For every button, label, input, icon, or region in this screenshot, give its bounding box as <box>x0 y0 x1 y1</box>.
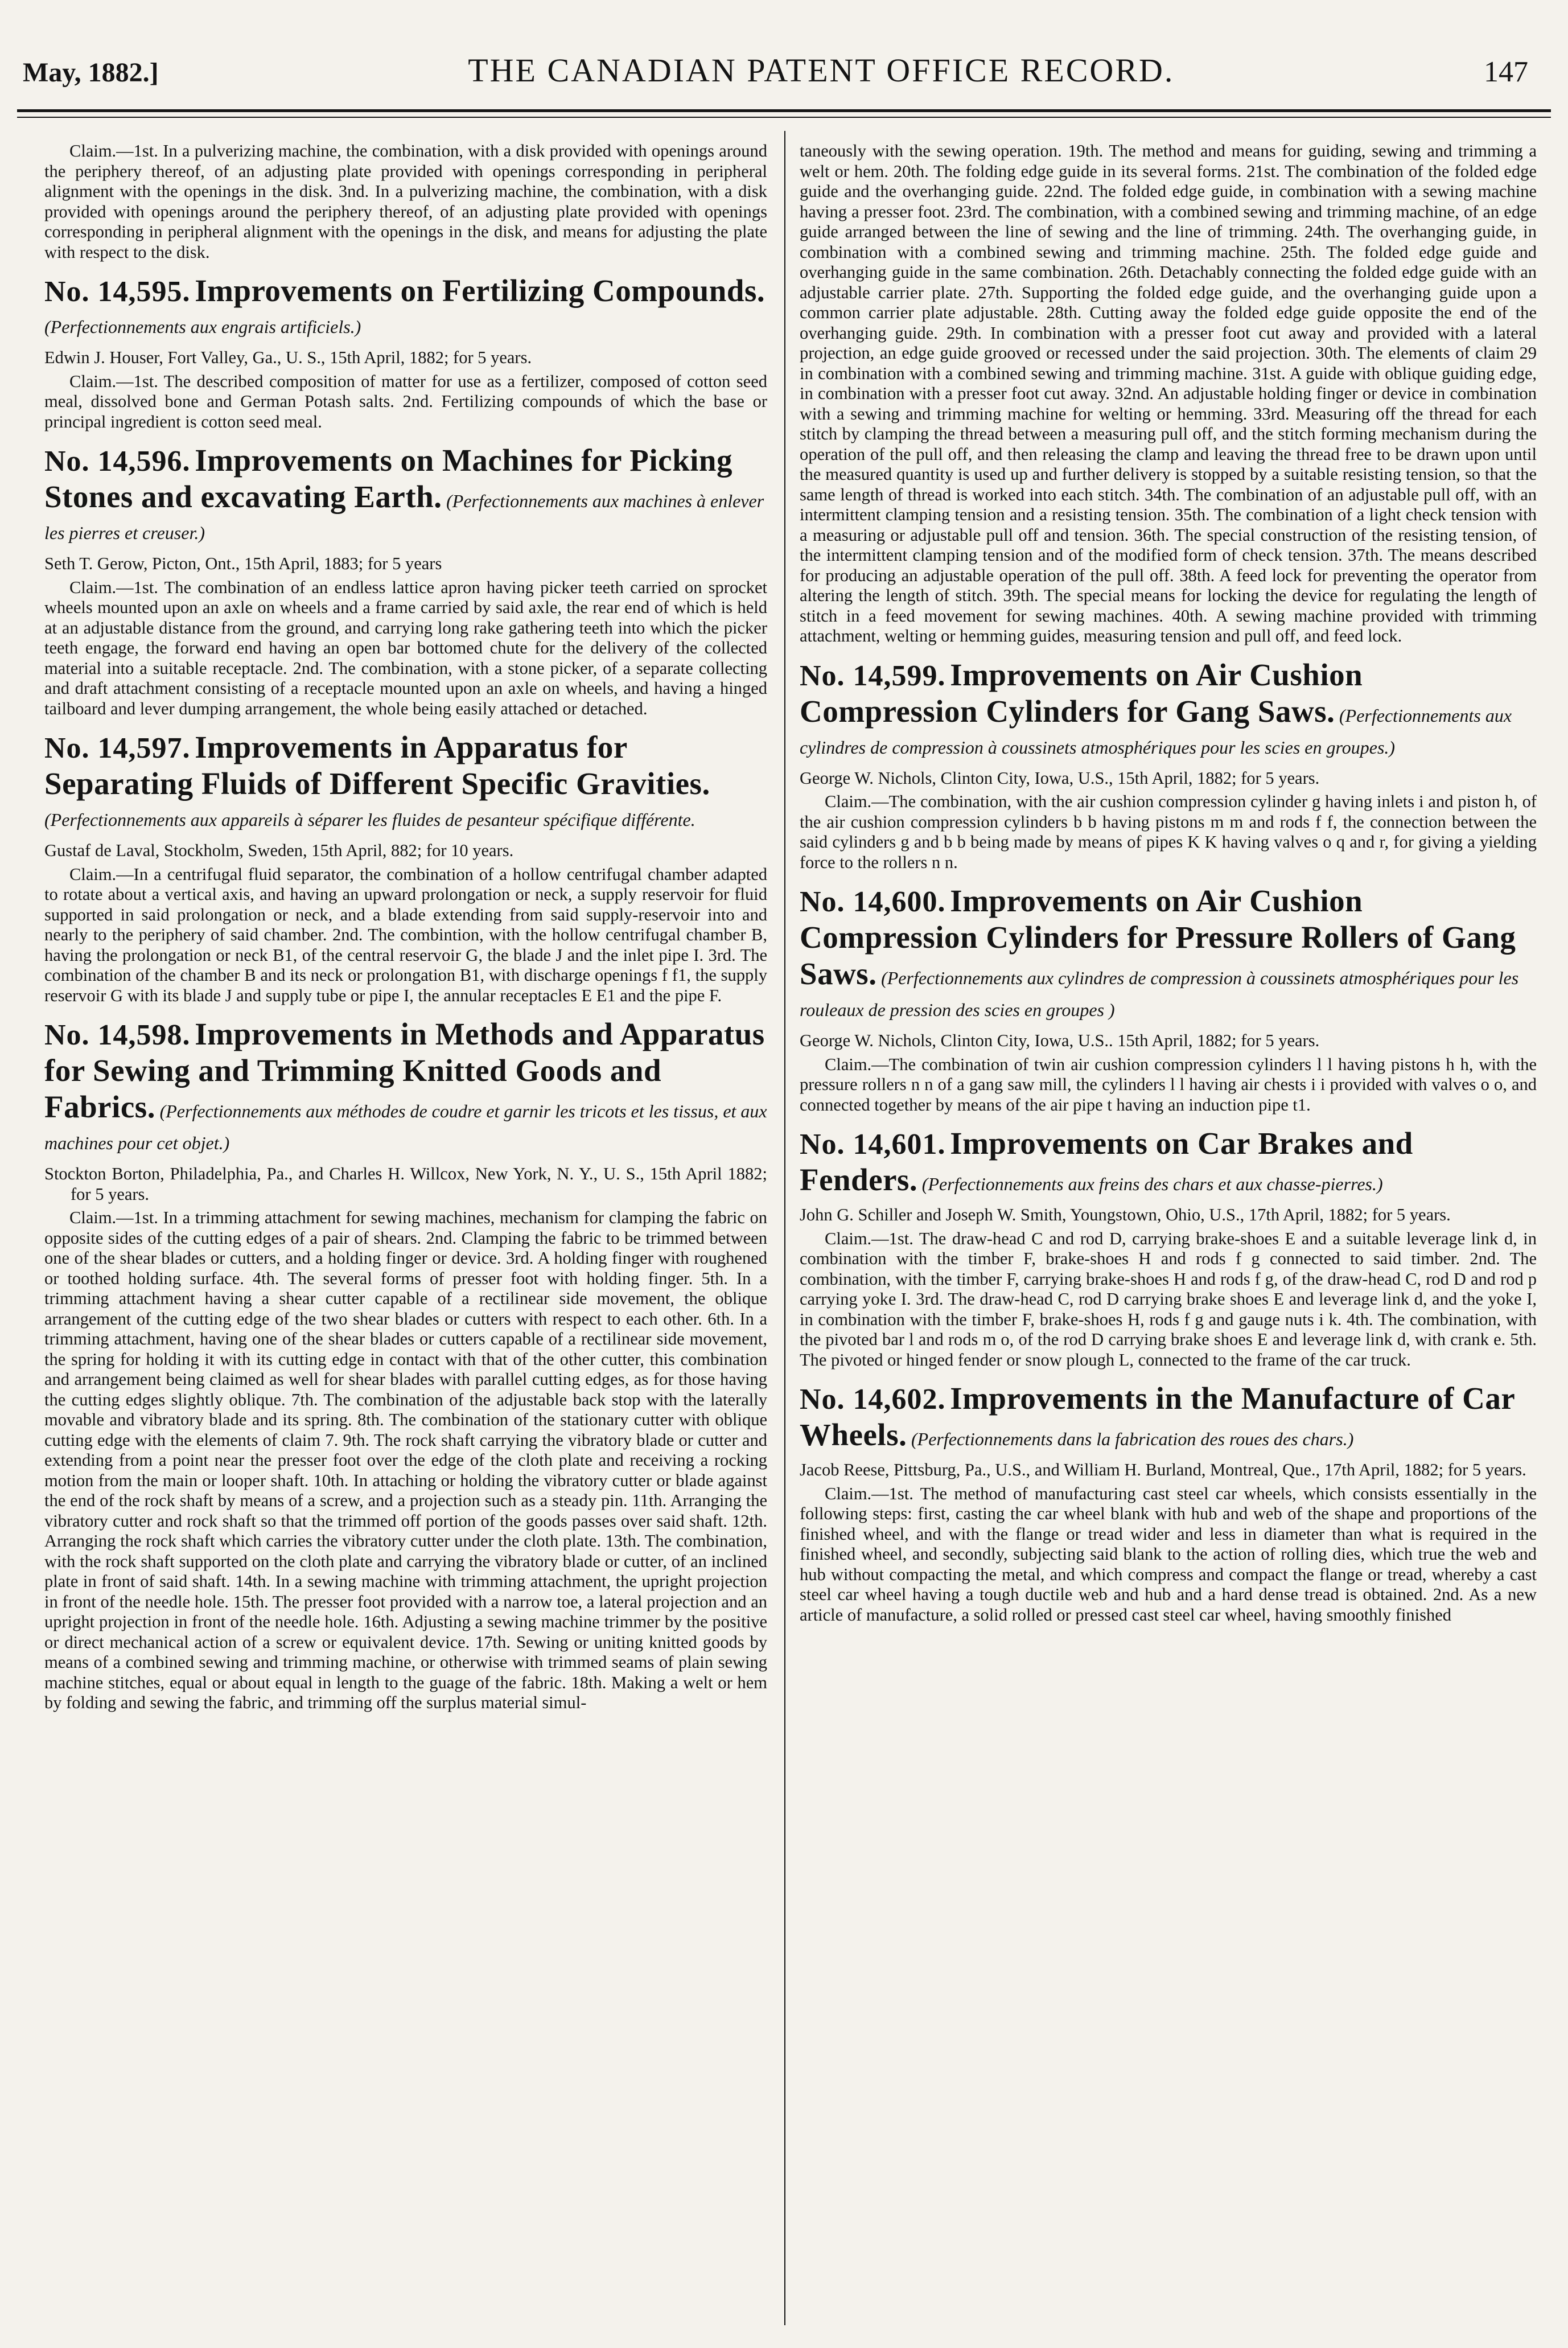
claim-text: Claim.—In a centrifugal fluid separator, the combination of a hollow centrifugal chamber adapted to rotate about a vertical axis, and having an upward prolongation or neck, a supply reservoir for fluid supported in said prolongation or neck, and a blade extending from said supply-reservoir into and nearly to the periphery of said chamber. 2nd. The combintion, with the hollow centrifugal chamber B, having the prolongation or neck B1, of the central reservoir G, the blade J and the inlet pipe I. 3rd. The combination of the chamber B and its neck or prolongation B1, with discharge openings f f1, the supply reservoir G with its blade J and supply tube or pipe I, the annular receptacles E E1 and the pipe F. <box>44 864 767 1005</box>
patent-number: No. 14,595. <box>44 275 191 308</box>
patent-title: Improvements on Machines for Picking Stones and excavating Earth. <box>44 443 733 514</box>
french-title: (Perfectionnements aux freins des chars et aux chasse-pierres.) <box>921 1174 1383 1194</box>
patent-entry-14598 <box>44 1018 767 1713</box>
continued-claim: taneously with the sewing operation. 19th. The method and means for guiding, sewing and trimming a welt or hem. 20th. The folding edge guide in its several forms. 21st. The combination of the folded edge guide and the overhanging guide. 22nd. The folded edge guide, in combination with a sewing machine having a presser foot. 23rd. The combination, with a combined sewing and trimming machine, of an edge guide arranged between the line of sewing and the line of trimming. 24th. The overhanging guide, in combination with a combined sewing and trimming machine. 25th. The folded edge guide and overhanging guide in the same combination. 26th. Detachably connecting the folded edge guide with an adjustable carrier plate. 27th. Supporting the folded edge guide, and the overhanging guide upon a common carrier plate adjustable. 28th. Cutting away the folded edge guide opposite the end of the overhanging guide. 29th. In combination with a presser foot cut away and provided with a lateral projection, an edge guide grooved or recessed under the said projection. 30th. The elements of claim 29 in combination with a combined sewing and trimming machine. 31st. A guide with oblique guiding edge, in combination with a presser foot cut away. 32nd. An adjustable holding finger or device in combination with a sewing and trimming machine for welting or hemming. 33rd. Measuring off the thread for each stitch by clamping the thread between a measuring pull off, and the stitch forming mechanism during the operation of the pull off, and then releasing the clamp and leaving the thread free to be drawn upon until the measured quantity is used up and further delivery is stopped by a suitable resisting tension, so that the same length of thread is worked into each stitch. 34th. The combination of an adjustable pull off, with an intermittent clamping tension and a resisting tension. 35th. The combination of a light check tension with a measuring or adjustable pull off and tension. 36th. The special construction of the resisting tension, of the intermittent clamping tension and of the modified form of check tension. 37th. The means described for producing an adjustable operation of the pull off. 38th. A feed lock for preventing the operator from altering the length of stitch. 39th. The special means for locking the device for regulating the length of stitch in a feed movement for sewing machines. 40th. A sewing machine provided with trimming attachment, welting or hemming guides, measuring tension and pull off, and feed lock. <box>800 141 1537 645</box>
patent-number: No. 14,597. <box>44 732 191 764</box>
patent-title: Improvements on Car Brakes and Fenders. <box>800 1126 1413 1197</box>
patent-number: No. 14,600. <box>800 886 946 918</box>
patentee: Edwin J. Houser, Fort Valley, Ga., U. S., 15th April, 1882; for 5 years. <box>44 348 532 367</box>
claim-text: Claim.—1st. The draw-head C and rod D, carrying brake-shoes E and a suitable leverage link d, in combination with the timber F, brake-shoes H and rods f g connected to said timber. 2nd. The combination, with the timber F, carrying brake-shoes H and rods f g, of the draw-head C, rod D and rod p carrying yoke I. 3rd. The draw-head C, rod D carrying brake shoes E and leverage link d, and the yoke I, in combination with the timber F, brake-shoes H, rods f g and gauge nuts i k. 4th. The combination, with the pivoted bar l and rods m o, of the rod D carrying brake shoes E and leverage link d, with crank e. 5th. The pivoted or hinged fender or snow plough L, connected to the frame of the car truck. <box>800 1228 1537 1370</box>
patent-number: No. 14,598. <box>44 1019 191 1051</box>
entry-heading <box>800 885 1537 1026</box>
patent-entry-14597 <box>44 731 767 1006</box>
patent-entry-14599 <box>800 659 1537 873</box>
french-title: (Perfectionnements aux appareils à séparer les fluides de pesanteur spécifique différente. <box>44 809 695 830</box>
patent-title: Improvements on Air Cushion Compression Cylinders for Gang Saws. <box>800 657 1363 729</box>
header-date: May, 1882.] <box>23 57 159 88</box>
patentee: Stockton Borton, Philadelphia, Pa., and Charles H. Willcox, New York, N. Y., U. S., 15th April 1882; for 5 years. <box>44 1164 767 1204</box>
patentee: George W. Nichols, Clinton City, Iowa, U.S., 15th April, 1882; for 5 years. <box>800 768 1320 788</box>
continued-claim: Claim.—1st. In a pulverizing machine, the combination, with a disk provided with openings around the periphery thereof, of an adjusting plate provided with openings corresponding in peripheral alignment with the openings in the disk. 3nd. In a pulverizing machine, the combination, with a disk provided with openings around the periphery thereof, of an adjusting plate provided with openings corresponding in peripheral alignment with the openings in the disk, and means for adjusting the plate with respect to the disk. <box>44 141 767 262</box>
french-title: (Perfectionnements dans la fabrication des roues des chars.) <box>911 1429 1354 1449</box>
french-title: (Perfectionnements aux méthodes de coudre et garnir les tricots et les tissus, et aux machines pour cet objet.) <box>44 1101 767 1153</box>
entry-heading <box>44 731 767 836</box>
patent-title: Improvements on Fertilizing Compounds. <box>195 273 766 308</box>
header-rule-thick <box>17 109 1551 112</box>
entry-heading <box>44 1018 767 1159</box>
patent-number: No. 14,596. <box>44 445 191 478</box>
patent-entry-14600 <box>800 885 1537 1115</box>
entry-heading <box>800 659 1537 764</box>
header-title: THE CANADIAN PATENT OFFICE RECORD. <box>468 52 1175 89</box>
french-title: (Perfectionnements aux engrais artificiels.) <box>44 316 361 337</box>
header-rule-thin <box>17 117 1551 118</box>
patent-title: Improvements in the Manufacture of Car Wheels. <box>800 1381 1515 1452</box>
patent-entry-14602 <box>800 1383 1537 1625</box>
french-title: (Perfectionnements aux cylindres de compression à coussinets atmosphériques pour les scies en groupes.) <box>800 705 1512 758</box>
entry-heading <box>44 445 767 549</box>
entry-heading <box>44 275 767 343</box>
right-column <box>800 141 1537 2327</box>
patentee: Seth T. Gerow, Picton, Ont., 15th April, 1883; for 5 years <box>44 554 442 573</box>
patentee: Jacob Reese, Pittsburg, Pa., U.S., and William H. Burland, Montreal, Que., 17th April, 1882; for 5 years. <box>800 1460 1526 1479</box>
patent-number: No. 14,602. <box>800 1383 946 1416</box>
entry-heading <box>800 1383 1537 1455</box>
header-page-number: 147 <box>1483 56 1528 88</box>
left-column <box>44 141 767 2327</box>
claim-text: Claim.—1st. The combination of an endless lattice apron having picker teeth carried on sprocket wheels mounted upon an axle on wheels and a frame carried by said axle, the rear end of which is held at an adjustable distance from the ground, and carrying long rake gathering teeth into which the picker teeth engage, the forward end having an open bar bottomed chute for the delivery of the collected material into a suitable receptacle. 2nd. The combination, with a stone picker, of a separate collecting and draft attachment consisting of a receptacle mounted upon an axle on wheels, and having a hinged tailboard and lever dumping arrangement, the whole being easily attached or detached. <box>44 577 767 718</box>
patentee: Gustaf de Laval, Stockholm, Sweden, 15th April, 882; for 10 years. <box>44 841 514 860</box>
patent-entry-14595 <box>44 275 767 432</box>
patent-title: Improvements in Methods and Apparatus for Sewing and Trimming Knitted Goods and Fabrics. <box>44 1017 765 1124</box>
patent-entry-14596 <box>44 445 767 719</box>
french-title: (Perfectionnements aux machines à enlever les pierres et creuser.) <box>44 491 764 543</box>
patent-entry-14601 <box>800 1128 1537 1370</box>
patent-number: No. 14,599. <box>800 659 946 692</box>
claim-text: Claim.—1st. In a trimming attachment for sewing machines, mechanism for clamping the fabric on opposite sides of the cutting edges of a pair of shears. 2nd. Clamping the fabric to be trimmed between one of the shear blades or cutters, and a holding finger or device. 3rd. A holding finger with roughened or toothed holding surface. 4th. The several forms of presser foot with holding finger. 5th. In a trimming attachment having a shear cutter capable of a rectilinear side movement, the oblique arrangement of the cutting edge of the two shear blades or cutters with respect to each other. 6th. In a trimming attachment, having one of the shear blades or cutters capable of a rectilinear side movement, the spring for holding it with its cutting edge in contact with that of the other cutter, this combination and arrangement being claimed as well for shear blades with parallel cutting edges, as for those having the cutting edges slightly oblique. 7th. The combination of the adjustable back stop with the laterally movable and vibratory blade and its spring. 8th. The combination of the stationary cutter with oblique cutting edge with the elements of claim 7. 9th. The rock shaft carrying the vibratory blade or cutter and extending from a point near the presser foot over the edge of the cloth plate and receiving a rocking motion from the main or looper shaft. 10th. In attaching or holding the vibratory cutter or blade against the end of the rock shaft by means of a screw, and a projection such as a steady pin. 11th. Arranging the vibratory cutter and rock shaft so that the trimmed off portion of the goods passes over said shaft. 12th. Arranging the rock shaft which carries the vibratory cutter under the cloth plate. 13th. The combination, with the rock shaft supported on the cloth plate and carrying the vibratory blade or cutter, of an inclined plate in front of said shaft. 14th. In a sewing machine with trimming attachment, the upright projection in front of the needle hole. 15th. The presser foot provided with a narrow toe, a lateral projection and an upright projection in front of the needle hole. 16th. Adjusting a sewing machine trimmer by the positive or direct mechanical action of a screw or equivalent device. 17th. Sewing or uniting knitted goods by means of a combined sewing and trimming machine, or otherwise with trimmed seams of plain sewing machine stitches, equal or about equal in length to the guage of the fabric. 18th. Making a welt or hem by folding and sewing the fabric, and trimming off the surplus material simul- <box>44 1208 767 1712</box>
patent-title: Improvements in Apparatus for Separating Fluids of Different Specific Gravities. <box>44 730 710 801</box>
claim-text: Claim.—1st. The method of manufacturing cast steel car wheels, which consists essentially in the following steps: first, casting the car wheel blank with hub and web of the shape and proportions of the finished wheel, and with the flange or tread wider and less in diameter than what is required in the finished wheel, and secondly, subjecting said blank to the action of rolling dies, which true the web and hub without compacting the metal, and which compress and compact the flange or tread, whereby a cast steel car wheel having a tough ductile web and hub and a hard dense tread is obtained. 2nd. As a new article of manufacture, a solid rolled or pressed cast steel car wheel, having smoothly finished <box>800 1483 1537 1625</box>
claim-text: Claim.—The combination, with the air cushion compression cylinder g having inlets i and piston h, of the air cushion compression cylinders b b having pistons m m and rods f f, the connection between the said cylinders g and b b being made by means of pipes K K having valves o q and r, for giving a yielding force to the rollers n n. <box>800 792 1537 872</box>
claim-text: Claim.—The combination of twin air cushion compression cylinders l l having pistons h h, with the pressure rollers n n of a gang saw mill, the cylinders l l having air chests i i provided with valves o o, and connected together by means of the air pipe t having an induction pipe t1. <box>800 1054 1537 1115</box>
patent-number: No. 14,601. <box>800 1128 946 1161</box>
running-header <box>23 51 1545 97</box>
claim-text: Claim.—1st. The described composition of matter for use as a fertilizer, composed of cotton seed meal, dissolved bone and German Potash salts. 2nd. Fertilizing compounds of which the base or principal ingredient is cotton seed meal. <box>44 371 767 431</box>
patentee: George W. Nichols, Clinton City, Iowa, U.S.. 15th April, 1882; for 5 years. <box>800 1031 1320 1050</box>
patentee: John G. Schiller and Joseph W. Smith, Youngstown, Ohio, U.S., 17th April, 1882; for 5 years. <box>800 1205 1451 1224</box>
french-title: (Perfectionnements aux cylindres de compression à coussinets atmosphériques pour les rouleaux de pression des scies en groupes ) <box>800 968 1519 1020</box>
entry-heading <box>800 1128 1537 1200</box>
column-divider <box>784 131 785 2325</box>
patent-title: Improvements on Air Cushion Compression Cylinders for Pressure Rollers of Gang Saws. <box>800 883 1516 991</box>
